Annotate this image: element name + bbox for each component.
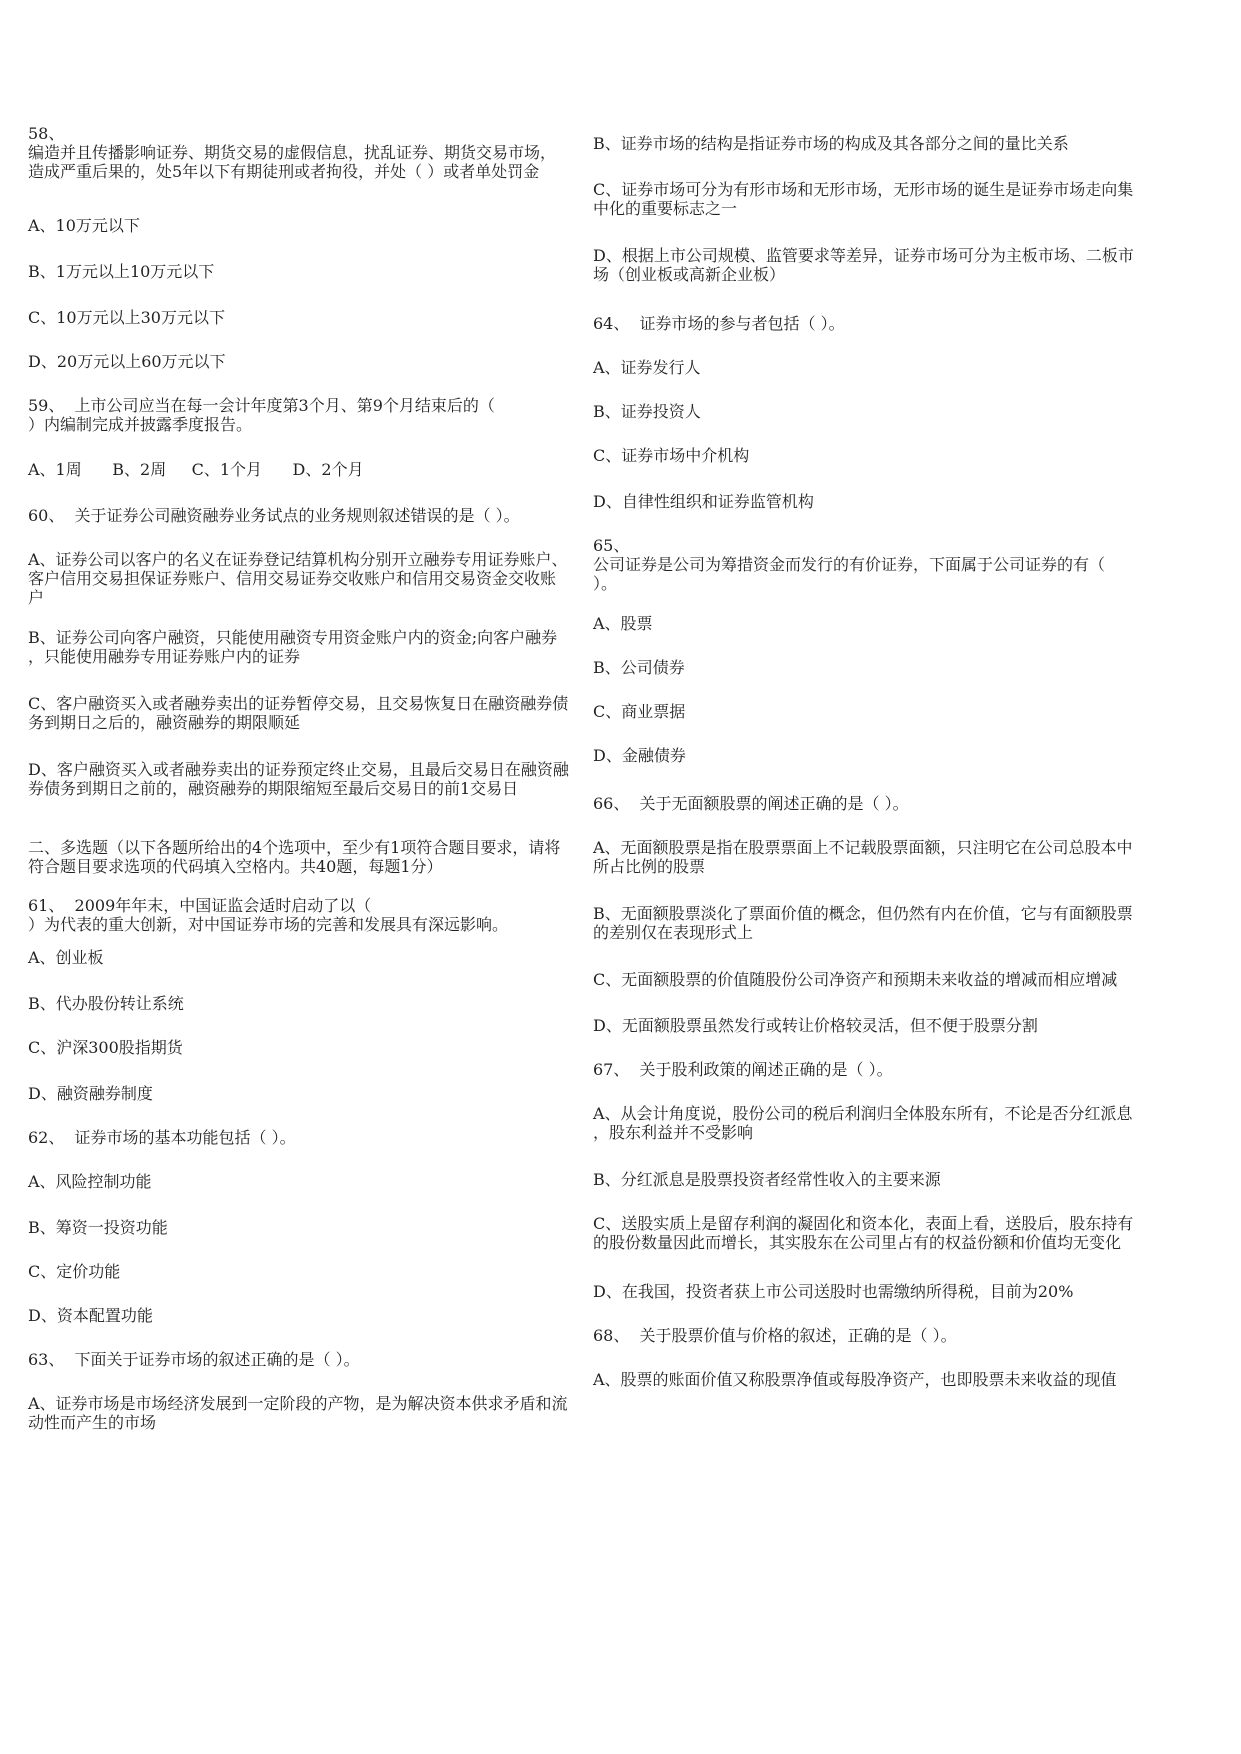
answer-option — [593, 970, 1117, 989]
question-text — [28, 396, 495, 434]
answer-option — [28, 1218, 168, 1237]
text-line: A、创业板 — [28, 948, 104, 967]
question-text — [593, 536, 1105, 593]
text-line: 动性而产生的市场 — [28, 1413, 157, 1432]
text-line: 67、 关于股利政策的阐述正确的是（ ）。 — [593, 1060, 893, 1079]
section-heading — [28, 838, 560, 876]
text-line: B、1万元以上10万元以下 — [28, 262, 215, 281]
text-line: C、沪深300股指期货 — [28, 1038, 183, 1057]
question-text — [593, 1060, 893, 1079]
text-line: B、证券市场的结构是指证券市场的构成及其各部分之间的量比关系 — [593, 134, 1069, 153]
question-number: 65、 — [593, 536, 630, 555]
text-line: ，股东利益并不受影响 — [593, 1123, 754, 1142]
text-line: 户 — [28, 588, 45, 607]
question-text — [28, 1350, 360, 1369]
answer-option — [593, 658, 685, 677]
text-line: 场（创业板或高新企业板） — [593, 265, 786, 284]
text-line: 60、 关于证券公司融资融券业务试点的业务规则叙述错误的是（ ）。 — [28, 506, 520, 525]
answer-option — [28, 760, 569, 798]
answer-option — [593, 134, 1069, 153]
answer-option — [28, 1038, 183, 1057]
text-line: 61、 2009年年末，中国证监会适时启动了以（ — [28, 896, 372, 915]
text-line: D、资本配置功能 — [28, 1306, 153, 1325]
text-line: 编造并且传播影响证券、期货交易的虚假信息，扰乱证券、期货交易市场， — [28, 143, 557, 162]
answer-option — [593, 492, 814, 511]
answer-option — [593, 1170, 941, 1189]
answer-option — [593, 746, 686, 765]
answer-option — [28, 948, 104, 967]
answer-option — [28, 352, 226, 371]
question-text — [593, 1326, 957, 1345]
text-line: 的差别仅在表现形式上 — [593, 923, 754, 942]
text-line: C、无面额股票的价值随股份公司净资产和预期未来收益的增减而相应增减 — [593, 970, 1118, 989]
text-line: D、20万元以上60万元以下 — [28, 352, 226, 371]
text-line: A、无面额股票是指在股票票面上不记载股票面额，只注明它在公司总股本中 — [593, 838, 1133, 857]
text-line: A、证券发行人 — [593, 358, 701, 377]
text-line: D、在我国，投资者获上市公司送股时也需缴纳所得税，目前为20% — [593, 1282, 1074, 1301]
text-line: A、风险控制功能 — [28, 1172, 152, 1191]
text-line: D、融资融券制度 — [28, 1084, 153, 1103]
question-text — [28, 124, 556, 181]
question-text — [593, 794, 909, 813]
text-line: A、从会计角度说，股份公司的税后利润归全体股东所有，不论是否分红派息 — [593, 1104, 1133, 1123]
text-line: ）。 — [593, 574, 618, 593]
answer-option — [593, 180, 1133, 218]
question-text — [28, 506, 520, 525]
answer-option — [593, 904, 1133, 942]
text-line: B、无面额股票淡化了票面价值的概念，但仍然有内在价值，它与有面额股票 — [593, 904, 1133, 923]
answer-option — [593, 358, 701, 377]
text-line: A、1周 B、2周 C、1个月 D、2个月 — [28, 460, 364, 479]
answer-option — [28, 1306, 153, 1325]
text-line: C、证券市场可分为有形市场和无形市场，无形市场的诞生是证券市场走向集 — [593, 180, 1134, 199]
answer-option — [28, 550, 568, 607]
answer-option — [28, 262, 214, 281]
text-line: A、股票 — [593, 614, 653, 633]
answer-option — [593, 838, 1133, 876]
answer-option — [593, 402, 701, 421]
text-line: 券债务到期日之前的，融资融券的期限缩短至最后交易日的前1交易日 — [28, 779, 519, 798]
text-line: 68、 关于股票价值与价格的叙述，正确的是（ ）。 — [593, 1326, 957, 1345]
text-line: B、公司债券 — [593, 658, 685, 677]
text-line: ，只能使用融券专用证券账户内的证券 — [28, 647, 301, 666]
text-line: 所占比例的股票 — [593, 857, 706, 876]
answer-option — [28, 628, 557, 666]
text-line: D、自律性组织和证券监管机构 — [593, 492, 814, 511]
answer-option — [593, 246, 1134, 284]
answer-option — [28, 460, 364, 479]
answer-option — [28, 1262, 120, 1281]
text-line: 公司证券是公司为筹措资金而发行的有价证券，下面属于公司证券的有（ — [593, 555, 1106, 574]
text-line: C、送股实质上是留存利润的凝固化和资本化，表面上看，送股后，股东持有 — [593, 1214, 1134, 1233]
text-line: B、代办股份转让系统 — [28, 994, 184, 1013]
text-line: A、证券公司以客户的名义在证券登记结算机构分别开立融券专用证券账户、 — [28, 550, 568, 569]
answer-option — [593, 702, 685, 721]
text-line: B、分红派息是股票投资者经常性收入的主要来源 — [593, 1170, 941, 1189]
answer-option — [593, 614, 653, 633]
text-line: 63、 下面关于证券市场的叙述正确的是（ ）。 — [28, 1350, 360, 1369]
answer-option — [28, 1394, 568, 1432]
text-line: 62、 证券市场的基本功能包括（ ）。 — [28, 1128, 296, 1147]
answer-option — [28, 216, 140, 235]
text-line: D、根据上市公司规模、监管要求等差异，证券市场可分为主板市场、二板市 — [593, 246, 1134, 265]
answer-option — [28, 694, 568, 732]
text-line: 二、多选题（以下各题所给出的4个选项中，至少有1项符合题目要求，请将 — [28, 838, 561, 857]
answer-option — [28, 994, 184, 1013]
question-text — [28, 1128, 296, 1147]
answer-option — [593, 1370, 1117, 1389]
text-line: B、证券公司向客户融资，只能使用融资专用资金账户内的资金;向客户融券 — [28, 628, 558, 647]
answer-option — [593, 1282, 1073, 1301]
text-line: B、证券投资人 — [593, 402, 701, 421]
answer-option — [593, 1104, 1133, 1142]
text-line: C、客户融资买入或者融券卖出的证券暂停交易，且交易恢复日在融资融券债 — [28, 694, 569, 713]
answer-option — [593, 1016, 1038, 1035]
text-line: D、金融债券 — [593, 746, 686, 765]
text-line: D、无面额股票虽然发行或转让价格较灵活，但不便于股票分割 — [593, 1016, 1038, 1035]
text-line: 64、 证券市场的参与者包括（ ）。 — [593, 314, 845, 333]
text-line: A、股票的账面价值又称股票净值或每股净资产，也即股票未来收益的现值 — [593, 1370, 1117, 1389]
text-line: 59、 上市公司应当在每一会计年度第3个月、第9个月结束后的（ — [28, 396, 495, 415]
answer-option — [593, 446, 749, 465]
text-line: B、筹资一投资功能 — [28, 1218, 168, 1237]
text-line: C、定价功能 — [28, 1262, 121, 1281]
answer-option — [28, 1084, 153, 1103]
text-line: 造成严重后果的，处5年以下有期徒刑或者拘役，并处（ ）或者单处罚金 — [28, 162, 540, 181]
answer-option — [28, 308, 225, 327]
text-line: 务到期日之后的，融资融券的期限顺延 — [28, 713, 301, 732]
text-line: C、商业票据 — [593, 702, 686, 721]
text-line: C、证券市场中介机构 — [593, 446, 750, 465]
text-line: 中化的重要标志之一 — [593, 199, 738, 218]
text-line: 的股份数量因此而增长，其实股东在公司里占有的权益份额和价值均无变化 — [593, 1233, 1122, 1252]
text-line: A、证券市场是市场经济发展到一定阶段的产物，是为解决资本供求矛盾和流 — [28, 1394, 568, 1413]
text-line: ）内编制完成并披露季度报告。 — [28, 415, 253, 434]
text-line: 66、 关于无面额股票的阐述正确的是（ ）。 — [593, 794, 909, 813]
text-line: 符合题目要求选项的代码填入空格内。共40题，每题1分） — [28, 857, 443, 876]
answer-option — [593, 1214, 1133, 1252]
question-number: 58、 — [28, 124, 65, 143]
text-line: C、10万元以上30万元以下 — [28, 308, 225, 327]
text-line: 客户信用交易担保证券账户、信用交易证券交收账户和信用交易资金交收账 — [28, 569, 557, 588]
text-line: D、客户融资买入或者融券卖出的证券预定终止交易，且最后交易日在融资融 — [28, 760, 569, 779]
answer-option — [28, 1172, 152, 1191]
text-line: A、10万元以下 — [28, 216, 140, 235]
text-line: ）为代表的重大创新，对中国证券市场的完善和发展具有深远影响。 — [28, 915, 509, 934]
question-text — [28, 896, 508, 934]
question-text — [593, 314, 845, 333]
